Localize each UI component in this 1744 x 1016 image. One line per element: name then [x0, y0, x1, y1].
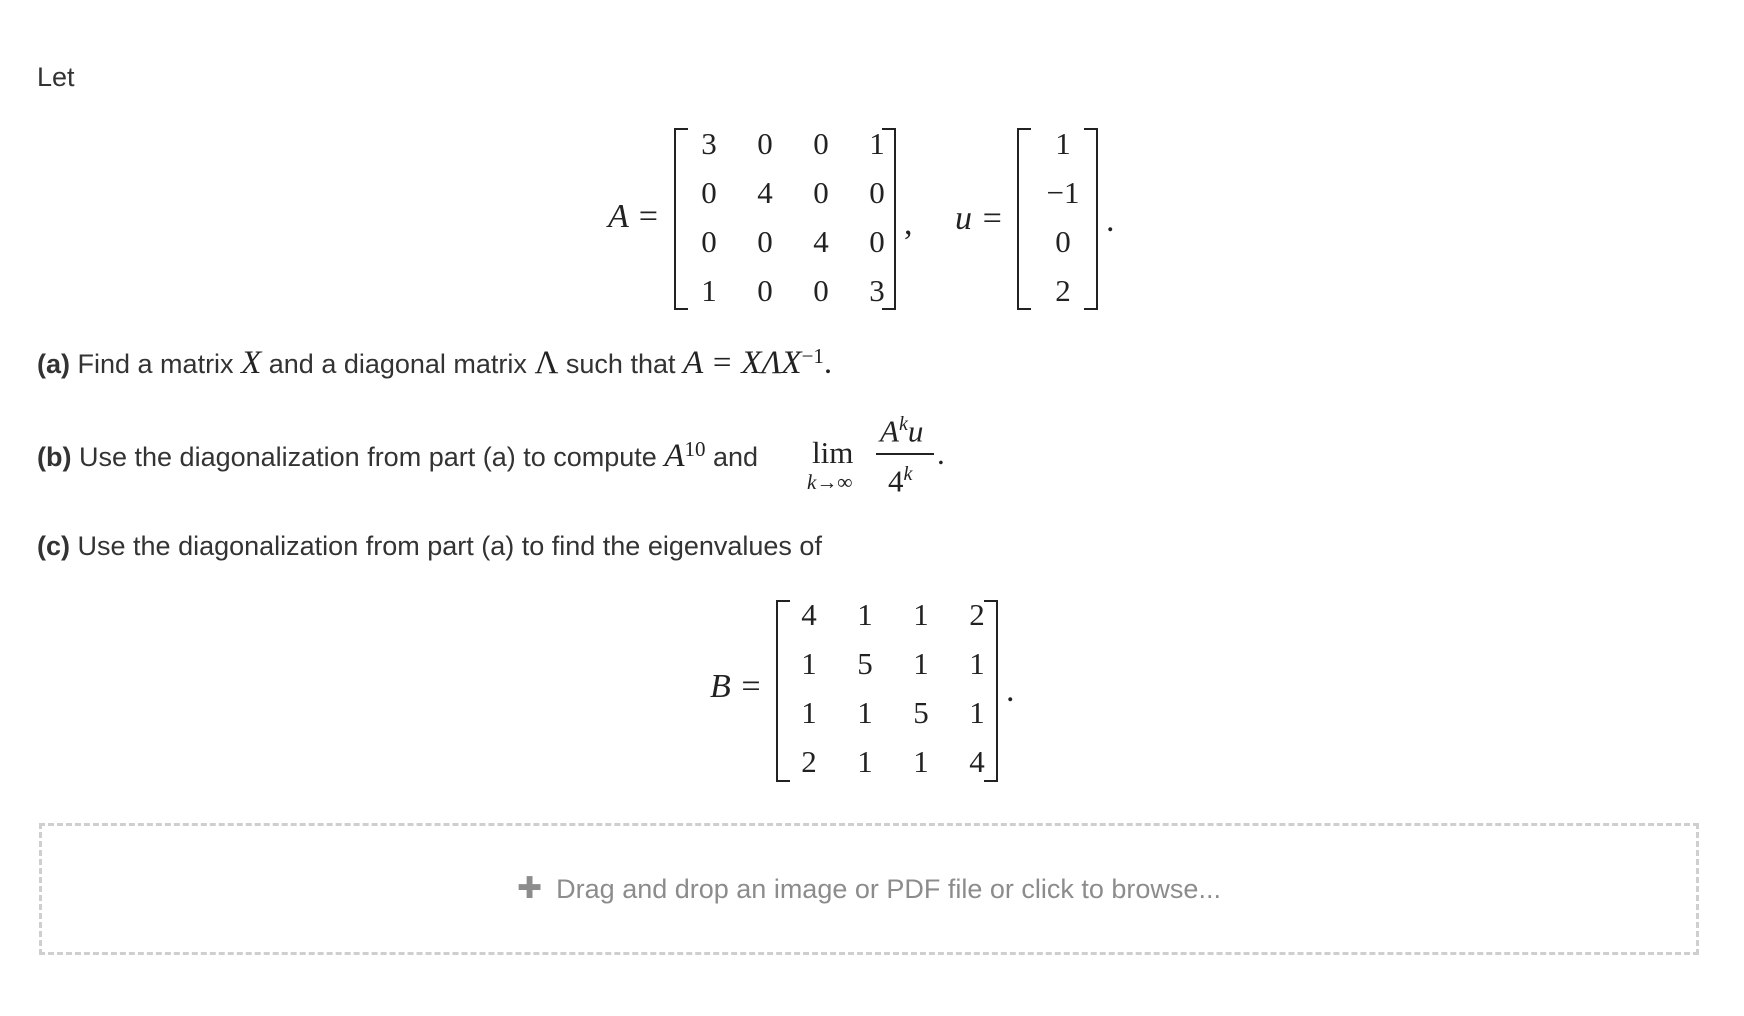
matrix-b-cell: 5: [913, 695, 929, 730]
part-b-tag: (b): [37, 442, 72, 472]
matrix-a-right-bracket: [882, 128, 896, 310]
matrix-a-comma: ,: [904, 205, 913, 242]
part-b-denominator: [888, 463, 913, 499]
part-a-text3: such that: [565, 349, 676, 379]
part-a-text1: Find a matrix: [77, 349, 234, 379]
part-b-lim-sub: k→∞: [807, 470, 853, 494]
part-b-denominator-base: 4: [888, 463, 904, 499]
part-a-text2: and a diagonal matrix: [268, 349, 527, 379]
part-a-end: .: [823, 345, 833, 381]
matrix-a: [681, 119, 905, 315]
part-c-tag: (c): [37, 531, 70, 561]
matrix-a-cell: 0: [869, 175, 885, 210]
matrix-b-cell: 1: [801, 646, 817, 681]
part-b-numerator-exp: k: [898, 413, 908, 435]
part-b-text2: and: [713, 442, 759, 472]
matrix-a-cell: 0: [813, 175, 829, 210]
part-a-equation: A = XΛX: [683, 345, 802, 381]
part-b-end: .: [937, 436, 945, 471]
vector-u-period: .: [1106, 202, 1115, 239]
matrix-b-right-bracket: [984, 600, 998, 782]
matrix-a-cell: 0: [813, 126, 829, 161]
matrix-b-cell: 1: [969, 695, 985, 730]
matrix-a-cell: 4: [813, 224, 829, 259]
vector-u-cell: 1: [1055, 126, 1071, 161]
vector-u-right-bracket: [1084, 128, 1098, 310]
matrix-b-cell: 1: [913, 597, 929, 632]
matrix-b-cell: 1: [857, 744, 873, 779]
part-a-exponent: −1: [801, 344, 824, 368]
matrix-b-period: .: [1006, 672, 1015, 709]
part-b-power-base: A: [664, 438, 685, 474]
matrix-a-cell: 3: [869, 273, 885, 308]
matrix-b-label: B =: [710, 668, 763, 705]
part-a-tag: (a): [37, 349, 70, 379]
matrix-a-cell: 3: [701, 126, 717, 161]
vector-u-cell: 0: [1055, 224, 1071, 259]
vector-u-cell: 2: [1055, 273, 1071, 308]
part-b-line: [37, 439, 758, 473]
part-b-numerator-var: u: [907, 413, 924, 449]
matrix-b-cell: 4: [969, 744, 985, 779]
matrix-b-cell: 1: [857, 695, 873, 730]
part-b-lim: lim: [812, 435, 854, 470]
matrix-a-label: [608, 200, 660, 234]
matrix-a-label-text: A =: [608, 198, 660, 235]
matrix-b-cell: 1: [801, 695, 817, 730]
part-b-numerator: [880, 413, 924, 449]
part-a-line: [37, 346, 832, 380]
vector-u-label: u =: [955, 200, 1004, 237]
matrix-b-cell: 2: [969, 597, 985, 632]
matrix-a-cell: 1: [869, 126, 885, 161]
matrix-a-cell: 1: [701, 273, 717, 308]
matrix-a-cell: 0: [757, 126, 773, 161]
matrix-b-cell: 4: [801, 597, 817, 632]
matrix-b-cell: 5: [857, 646, 873, 681]
part-b-fraction-bar: [876, 453, 934, 455]
matrix-a-cell: 0: [813, 273, 829, 308]
matrix-a-cell: 0: [701, 175, 717, 210]
plus-icon: ✚: [517, 871, 543, 906]
matrix-a-cell: 0: [869, 224, 885, 259]
part-c-line: [37, 533, 822, 560]
vector-u-cell: −1: [1046, 175, 1080, 210]
part-b-denominator-exp: k: [903, 463, 913, 485]
matrix-b-cell: 2: [801, 744, 817, 779]
part-b-text1: Use the diagonalization from part (a) to compute: [79, 442, 657, 472]
file-upload-dropzone[interactable]: [39, 823, 1699, 955]
part-b-numerator-base: A: [880, 413, 899, 449]
matrix-b-cell: 1: [857, 597, 873, 632]
intro-text: Let: [37, 62, 75, 92]
part-a-var-lambda: Λ: [534, 345, 559, 381]
upload-label[interactable]: Drag and drop an image or PDF file or click to browse...: [556, 873, 1221, 904]
part-b-power-exp: 10: [684, 437, 706, 461]
matrix-a-cell: 0: [701, 224, 717, 259]
matrix-a-cell: 4: [757, 175, 773, 210]
matrix-b-cell: 1: [969, 646, 985, 681]
matrix-b-cell: 1: [913, 646, 929, 681]
matrix-a-cell: 0: [757, 273, 773, 308]
part-a-var-x: X: [241, 345, 262, 381]
part-c-text: Use the diagonalization from part (a) to find the eigenvalues of: [77, 531, 822, 561]
matrix-b-cell: 1: [913, 744, 929, 779]
matrix-b: [781, 590, 1005, 786]
matrix-a-cell: 0: [757, 224, 773, 259]
